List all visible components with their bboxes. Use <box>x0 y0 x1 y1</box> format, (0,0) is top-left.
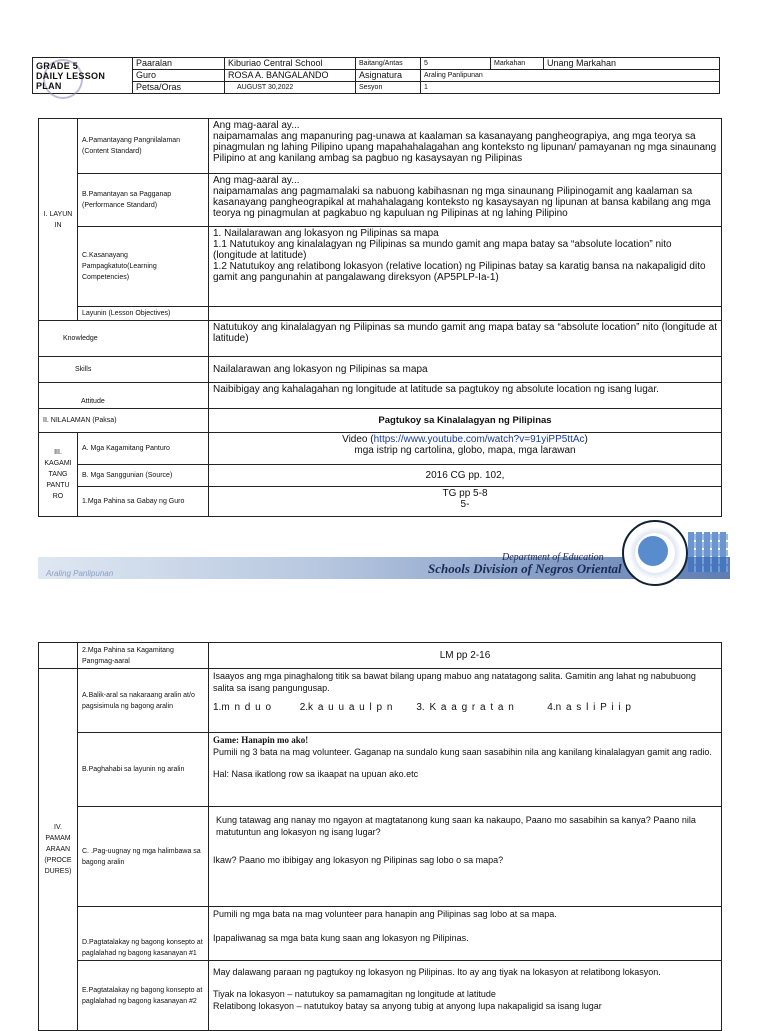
video-line <box>213 434 717 445</box>
lesson-plan-table <box>38 118 722 517</box>
label-skills: Skills <box>39 357 209 383</box>
grade-line-1: GRADE 5 <box>36 60 79 71</box>
label-competencies: C.Kasanayang Pampagkatuto(Learning Competencies) <box>78 227 209 307</box>
label-baitang: Baitang/Antas <box>356 58 421 70</box>
skills-text: Nailalarawan ang lokasyon ng Pilipinas sa mapa <box>209 357 722 383</box>
attitude-text: Naibibigay ang kahalagahan ng longitude at latitude sa pagtukoy ng absolute location ng isang lugar. <box>209 383 722 409</box>
label-sesyon: Sesyon <box>356 82 421 94</box>
lm-text: LM pp 2-16 <box>209 643 722 669</box>
label-content-standard: A.Pamantayang Pangnilalaman (Content Standard) <box>78 119 209 174</box>
header-table <box>32 57 720 94</box>
label-petsa: Petsa/Oras <box>133 82 225 94</box>
paghahabi-hint: Hal: Nasa ikatlong row sa ikaapat na upuan ako.etc <box>213 769 419 779</box>
content-standard <box>209 119 722 174</box>
value-sesyon: 1 <box>421 82 720 94</box>
label-pag-uugnay: C. .Pag-uugnay ng mga halimbawa sa bagong aralin <box>78 807 209 907</box>
label-pagtalakay-1: D.Pagtatalakay ng bagong konsepto at paglalahad ng bagong kasanayan #1 <box>78 907 209 961</box>
label-pagtalakay-2: E.Pagtatalakay ng bagong konsepto at paglalahad ng bagong kasanayan #2 <box>78 961 209 1031</box>
materials-text: mga istrip ng cartolina, globo, mapa, mga larawan <box>354 445 576 456</box>
pagtalakay-1-text-2: Ipapaliwanag sa mga bata kung saan ang lokasyon ng Pilipinas. <box>213 933 469 943</box>
video-prefix: Video ( <box>342 434 374 445</box>
performance-standard-intro: Ang mag-aaral ay... <box>213 175 300 186</box>
label-performance-standard: B.Pamantayan sa Pagganap (Performance Standard) <box>78 174 209 227</box>
label-kagamitan: A. Mga Kagamitang Panturo <box>78 433 209 465</box>
pagtalakay-1-text: Pumili ng mga bata na mag volunteer para hanapin ang Pilipinas sag lobo at sa mapa. <box>213 909 557 919</box>
game-title: Game: Hanapin mo ako! <box>213 735 309 745</box>
section-pamamaraan: IV. PAMAM ARAAN (PROCE DURES) <box>39 669 78 1031</box>
scrambled-word: 4.n a s l i P i i p <box>547 702 631 713</box>
label-balik-aral: A.Balik-aral sa nakaraang aralin at/o pagsisimula ng bagong aralin <box>78 669 209 733</box>
section-layunin: I. LAYUN IN <box>39 119 78 321</box>
value-baitang: 5 <box>421 58 491 70</box>
paghahabi-content <box>209 733 722 807</box>
section-kagamitan: III. KAGAMI TANG PANTU RO <box>39 433 78 517</box>
pag-uugnay-content <box>209 807 722 907</box>
label-knowledge: Knowledge <box>39 321 209 357</box>
label-markahan: Markahan <box>491 58 544 70</box>
scrambled-word: 3. K a a g r a t a n <box>416 702 514 713</box>
value-petsa: AUGUST 30,2022 <box>225 82 356 94</box>
pagtalakay-2-text-2: Tiyak na lokasyon – natutukoy sa pamamagitan ng longitude at latitude <box>213 989 496 999</box>
pag-uugnay-text: Kung tatawag ang nanay mo ngayon at magtatanong kung saan ka nakaupo, Paano mo sasabihin sa kanya? Paano nila matutuntun ang lokasyon ng isang lugar? <box>216 815 696 837</box>
label-nilalaman: II. NILALAMAN (Paksa) <box>39 409 209 433</box>
competency-1-2: 1.2 Natutukoy ang relatibong lokasyon (relative location) ng Pilipinas batay sa karatig bansa na nakapaligid dito gamit ang pangunahin at pangalawang direksyon (AP5PLP-Ia-1) <box>213 261 706 283</box>
content-standard-text: naipamamalas ang mapanuring pag-unawa at kaalaman sa kasanayang pangheograpiya, ang mga teorya sa pinagmulan ng lahing Pilipino upang mapahahalagahan ang konteksto ng lipunan/ pamayanan ng mga sinaunang Pilipino at ang kanilang ambag sa pagbuo ng kasaysayan ng Pilipinas <box>213 131 717 164</box>
value-asignatura: Araling Panlipunan <box>421 70 720 82</box>
balik-aral-content <box>209 669 722 733</box>
label-sanggunian: B. Mga Sanggunian (Source) <box>78 465 209 487</box>
performance-standard-text: naipamamalas ang pagmamalaki sa nabuong kabihasnan ng mga sinaunang Pilipinogamit ang kaalaman sa kasanayang pangheograpikal at mahahalagang konteksto ng kasaysayan ng lipunan at bansa kabilang ang mga teorya ng pinagmulan at pagkabuo ng kapuluan ng Pilipinas at ng lahing Pilipino <box>213 186 711 219</box>
grade-title <box>36 61 129 91</box>
pagtalakay-1-content <box>209 907 722 961</box>
gabay-text-1: TG pp 5-8 <box>442 488 488 499</box>
banner-division: Schools Division of Negros Oriental <box>428 561 622 576</box>
banner-department: Department of Education <box>502 552 604 563</box>
scrambled-word: 2.k a u u a u l p n <box>299 702 393 713</box>
lm-empty <box>39 643 78 669</box>
scrambled-words <box>213 702 717 714</box>
video-link[interactable]: https://www.youtube.com/watch?v=91yiPP5ttAc <box>373 434 585 445</box>
pagtalakay-2-text-3: Relatibong lokasyon – natutukoy batay sa anyong tubig at anyong lupa nakapaligid sa isang lugar <box>213 1001 602 1011</box>
video-suffix: ) <box>584 434 588 445</box>
deped-seal-large-icon <box>622 520 688 586</box>
label-guro: Guro <box>133 70 225 82</box>
pagtalakay-2-text: May dalawang paraan ng pagtukoy ng lokasyon ng Pilipinas. Ito ay ang tiyak na lokasyon at relatibong lokasyon. <box>213 967 661 977</box>
pag-uugnay-question: Ikaw? Paano mo ibibigay ang lokasyon ng Pilipinas sag lobo o sa mapa? <box>213 855 504 865</box>
label-paaralan: Paaralan <box>133 58 225 70</box>
scrambled-word: 1.m n d u o <box>213 702 272 713</box>
value-paaralan: Kiburiao Central School <box>225 58 356 70</box>
sanggunian-text: 2016 CG pp. 102, <box>209 465 722 487</box>
label-paghahabi: B.Paghahabi sa layunin ng aralin <box>78 733 209 807</box>
banner-subtitle: Araling Panlipunan <box>46 569 114 578</box>
label-attitude: Attitude <box>39 383 209 409</box>
paghahabi-text: Pumili ng 3 bata na mag volunteer. Gaganap na sundalo kung saan sasabihin nila ang kanilang kinalalagyan gamit ang radio. <box>213 747 712 757</box>
grade-line-2: DAILY LESSON <box>36 70 106 81</box>
banner-pattern-icon <box>688 532 728 572</box>
label-gabay: 1.Mga Pahina sa Gabay ng Guro <box>78 487 209 517</box>
label-lm: 2.Mga Pahina sa Kagamitang Pangmag-aaral <box>78 643 209 669</box>
balik-aral-text: Isaayos ang mga pinaghalong titik sa bawat bilang upang mabuo ang natatagong salita. Gamitin ang lahat ng nabubuong salita sa isang pangungusap. <box>213 671 696 693</box>
kagamitan-content <box>209 433 722 465</box>
grade-line-3: PLAN <box>36 80 62 91</box>
performance-standard <box>209 174 722 227</box>
pagtalakay-2-content <box>209 961 722 1031</box>
competency-1-1: 1.1 Natutukoy ang kinalalagyan ng Pilipinas sa mundo gamit ang mapa batay sa “absolute location” nito (longitude at latitude) <box>213 239 672 261</box>
label-objectives: Layunin (Lesson Objectives) <box>78 307 209 321</box>
value-markahan: Unang Markahan <box>544 58 720 70</box>
grade-cell <box>33 58 133 94</box>
competency-1: 1. Nailalarawan ang lokasyon ng Pilipinas sa mapa <box>213 228 439 239</box>
objectives-empty <box>209 307 722 321</box>
label-asignatura: Asignatura <box>356 70 421 82</box>
gabay-content <box>209 487 722 517</box>
procedures-table <box>38 642 722 1031</box>
nilalaman-text: Pagtukoy sa Kinalalagyan ng Pilipinas <box>209 409 722 433</box>
content-standard-intro: Ang mag-aaral ay... <box>213 120 300 131</box>
knowledge-text: Natutukoy ang kinalalagyan ng Pilipinas sa mundo gamit ang mapa batay sa “absolute location” nito (longitude at latitude) <box>209 321 722 357</box>
gabay-text-2: 5- <box>460 499 470 510</box>
competencies <box>209 227 722 307</box>
value-guro: ROSA A. BANGALANDO <box>225 70 356 82</box>
